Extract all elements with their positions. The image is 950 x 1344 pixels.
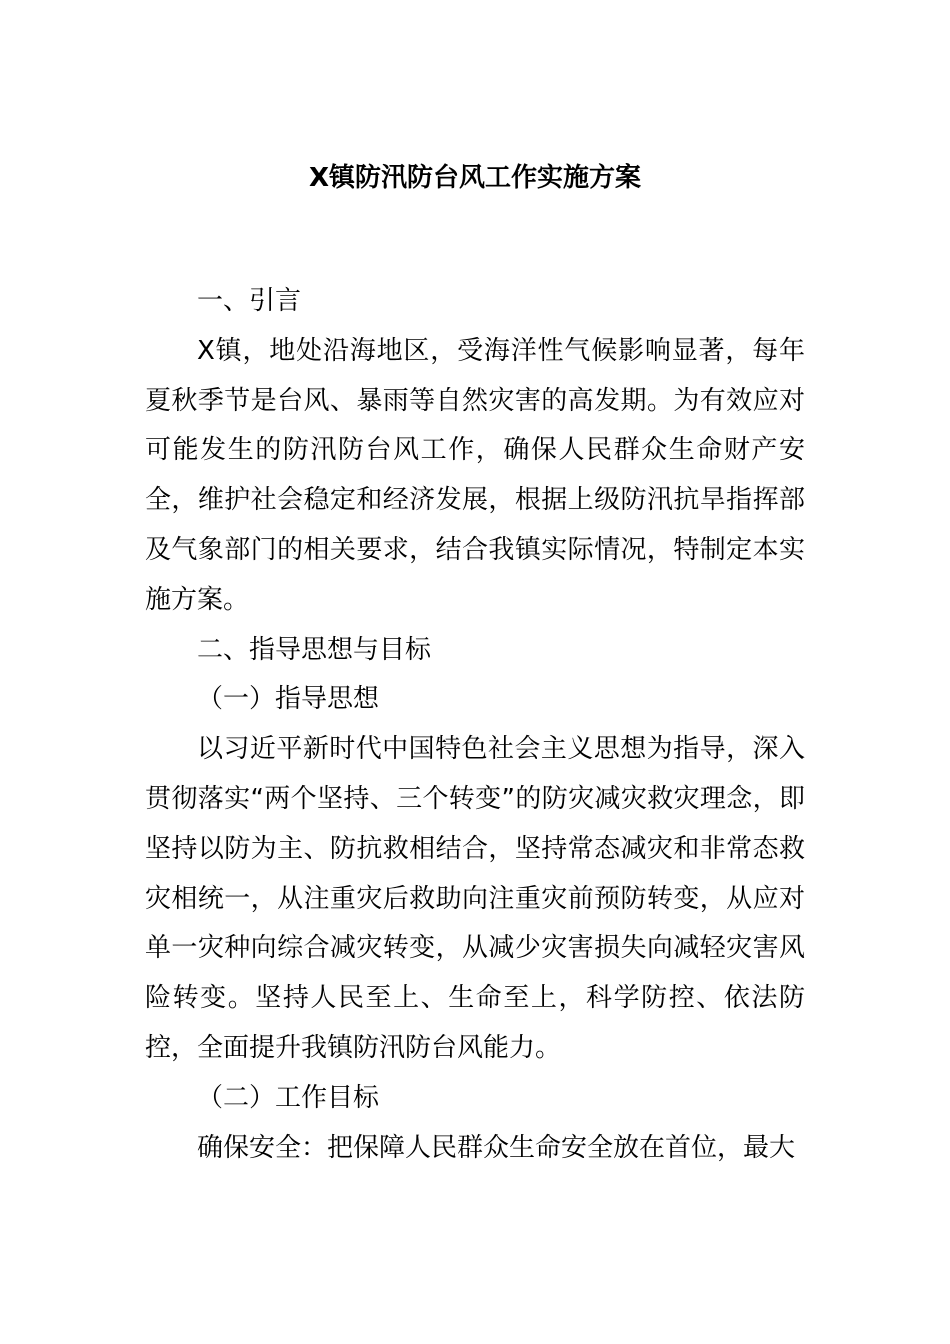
document-body	[145, 277, 805, 1173]
subsection-heading-guiding-ideology: （一）指导思想	[197, 684, 380, 715]
paragraph-guiding-ideology: 以习近平新时代中国特色社会主义思想为指导，深入贯彻落实“两个坚持、三个转变”的防灾减灾救灾理念，即坚持以防为主、防抗救相结合，坚持常态减灾和非常态救灾相统一，从注重灾后救助向注重灾前预防转变，从应对单一灾种向综合减灾转变，从减少灾害损失向减轻灾害风险转变。坚持人民至上、生命至上，科学防控、依法防控，全面提升我镇防汛防台风能力。	[145, 734, 805, 1063]
paragraph-introduction: X镇，地处沿海地区，受海洋性气候影响显著，每年夏秋季节是台风、暴雨等自然灾害的高发期。为有效应对可能发生的防汛防台风工作，确保人民群众生命财产安全，维护社会稳定和经济发展，根据上级防汛抗旱指挥部及气象部门的相关要求，结合我镇实际情况，特制定本实施方案。	[145, 335, 805, 615]
section-heading-introduction: 一、引言	[197, 286, 302, 316]
section-heading-guiding-ideology-and-goals: 二、指导思想与目标	[197, 634, 432, 665]
subsection-heading-work-goals: （二）工作目标	[197, 1082, 380, 1113]
document-title: X镇防汛防台风工作实施方案	[308, 163, 642, 193]
paragraph-work-goals: 确保安全：把保障人民群众生命安全放在首位，最大	[197, 1132, 796, 1163]
